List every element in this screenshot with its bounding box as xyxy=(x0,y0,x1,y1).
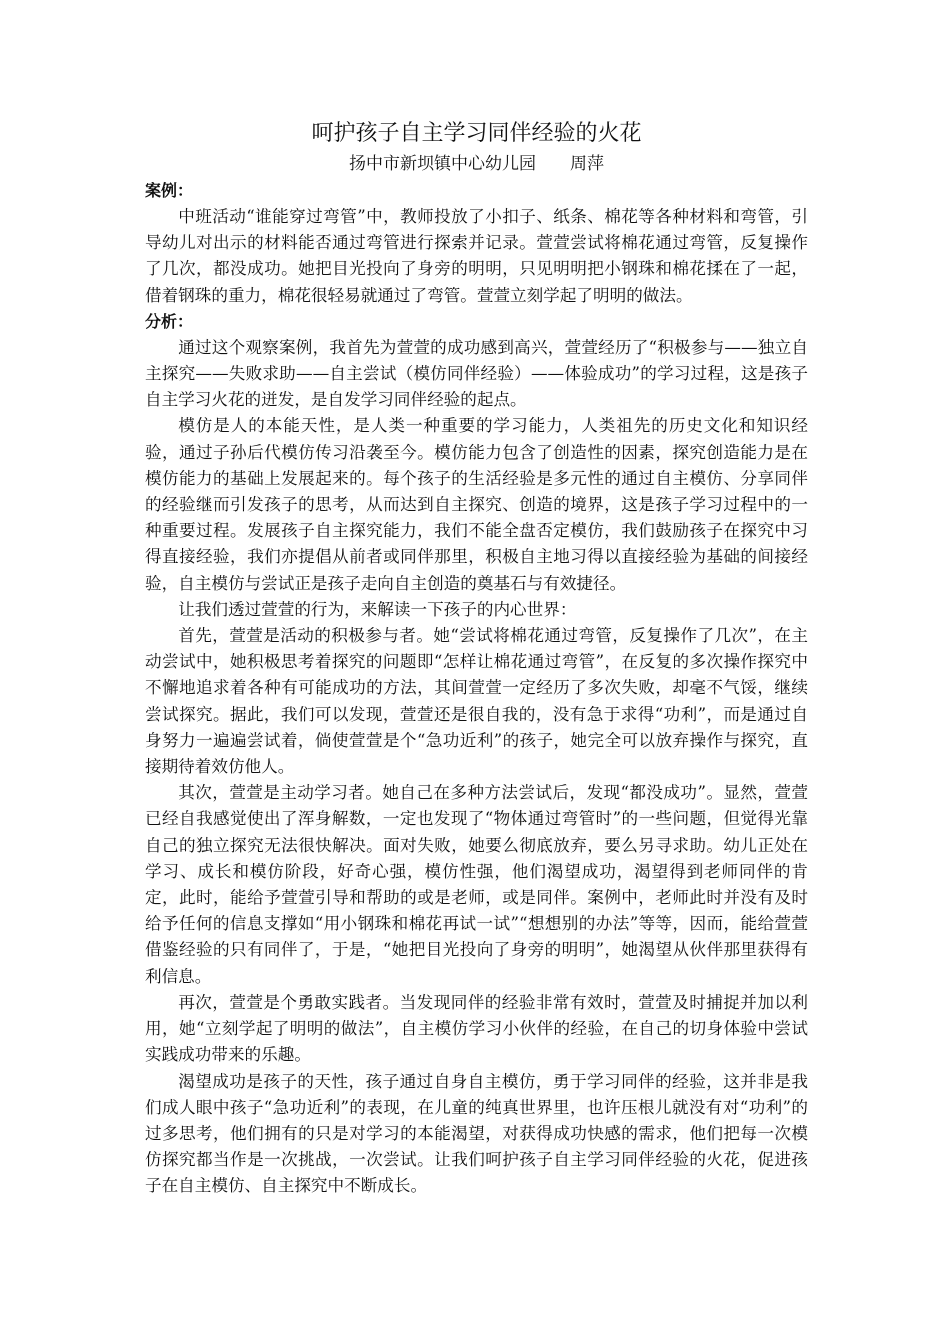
document-page xyxy=(145,118,808,1200)
analysis-paragraph-7: 渴望成功是孩子的天性，孩子通过自身自主模仿，勇于学习同伴的经验，这并非是我们成人眼中孩子“急功近利”的表现，在儿童的纯真世界里，也许压根儿就没有对“功利”的过多思考，他们拥有的只是对学习的本能渴望，对获得成功快感的需求，他们把每一次模仿探究都当作是一次挑战，一次尝试。让我们呵护孩子自主学习同伴经验的火花，促进孩子在自主模仿、自主探究中不断成长。 xyxy=(145,1071,808,1196)
case-paragraph: 中班活动“谁能穿过弯管”中，教师投放了小扣子、纸条、棉花等各种材料和弯管，引导幼儿对出示的材料能否通过弯管进行探索并记录。萱萱尝试将棉花通过弯管，反复操作了几次，都没成功。她把目光投向了身旁的明明，只见明明把小钢珠和棉花揉在了一起，借着钢珠的重力，棉花很轻易就通过了弯管。萱萱立刻学起了明明的做法。 xyxy=(145,207,808,305)
analysis-paragraph-2: 模仿是人的本能天性，是人类一种重要的学习能力，人类祖先的历史文化和知识经验，通过子孙后代模仿传习沿袭至今。模仿能力包含了创造性的因素，探究创造能力是在模仿能力的基础上发展起来的。每个孩子的生活经验是多元性的通过自主模仿、分享同伴的经验继而引发孩子的思考，从而达到自主探究、创造的境界，这是孩子学习过程中的一种重要过程。发展孩子自主探究能力，我们不能全盘否定模仿，我们鼓励孩子在探究中习得直接经验，我们亦提倡从前者或同伴那里，积极自主地习得以直接经验为基础的间接经验，自主模仿与尝试正是孩子走向自主创造的奠基石与有效捷径。 xyxy=(145,416,808,593)
analysis-paragraph-6: 再次，萱萱是个勇敢实践者。当发现同伴的经验非常有效时，萱萱及时捕捉并加以利用，她“立刻学起了明明的做法”，自主模仿学习小伙伴的经验，在自己的切身体验中尝试实践成功带来的乐趣。 xyxy=(145,992,808,1065)
document-title: 呵护孩子自主学习同伴经验的火花 xyxy=(311,121,642,146)
analysis-paragraph-5: 其次，萱萱是主动学习者。她自己在多种方法尝试后，发现“都没成功”。显然，萱萱已经自我感觉使出了浑身解数，一定也发现了“物体通过弯管时”的一些问题，但觉得光靠自己的独立探究无法很快解决。面对失败，她要么彻底放弃，要么另寻求助。幼儿正处在学习、成长和模仿阶段，好奇心强，模仿性强，他们渴望成功，渴望得到老师同伴的肯定，此时，能给予萱萱引导和帮助的或是老师，或是同伴。案例中，老师此时并没有及时给予任何的信息支撑如“用小钢珠和棉花再试一试”“想想别的办法”等等，因而，能给萱萱借鉴经验的只有同伴了，于是，“她把目光投向了身旁的明明”，她渴望从伙伴那里获得有利信息。 xyxy=(145,783,808,986)
analysis-paragraph-4: 首先，萱萱是活动的积极参与者。她“尝试将棉花通过弯管，反复操作了几次”，在主动尝试中，她积极思考着探究的问题即“怎样让棉花通过弯管”，在反复的多次操作探究中不懈地追求着各种有可能成功的方法，其间萱萱一定经历了多次失败，却毫不气馁，继续尝试探究。据此，我们可以发现，萱萱还是很自我的，没有急于求得“功利”，而是通过自身努力一遍遍尝试着，倘使萱萱是个“急功近利”的孩子，她完全可以放弃操作与探究，直接期待着效仿他人。 xyxy=(145,626,808,777)
author-byline: 扬中市新坝镇中心幼儿园 周萍 xyxy=(349,154,604,174)
analysis-paragraph-1: 通过这个观察案例，我首先为萱萱的成功感到高兴，萱萱经历了“积极参与——独立自主探究——失败求助——自主尝试（模仿同伴经验）——体验成功”的学习过程，这是孩子自主学习火花的迸发，是自发学习同伴经验的起点。 xyxy=(145,337,808,410)
section-analysis xyxy=(145,309,808,1200)
section-case xyxy=(145,178,808,309)
analysis-paragraph-3: 让我们透过萱萱的行为，来解读一下孩子的内心世界： xyxy=(178,599,577,619)
section-heading-analysis: 分析： xyxy=(145,311,194,331)
section-heading-case: 案例： xyxy=(145,181,194,200)
